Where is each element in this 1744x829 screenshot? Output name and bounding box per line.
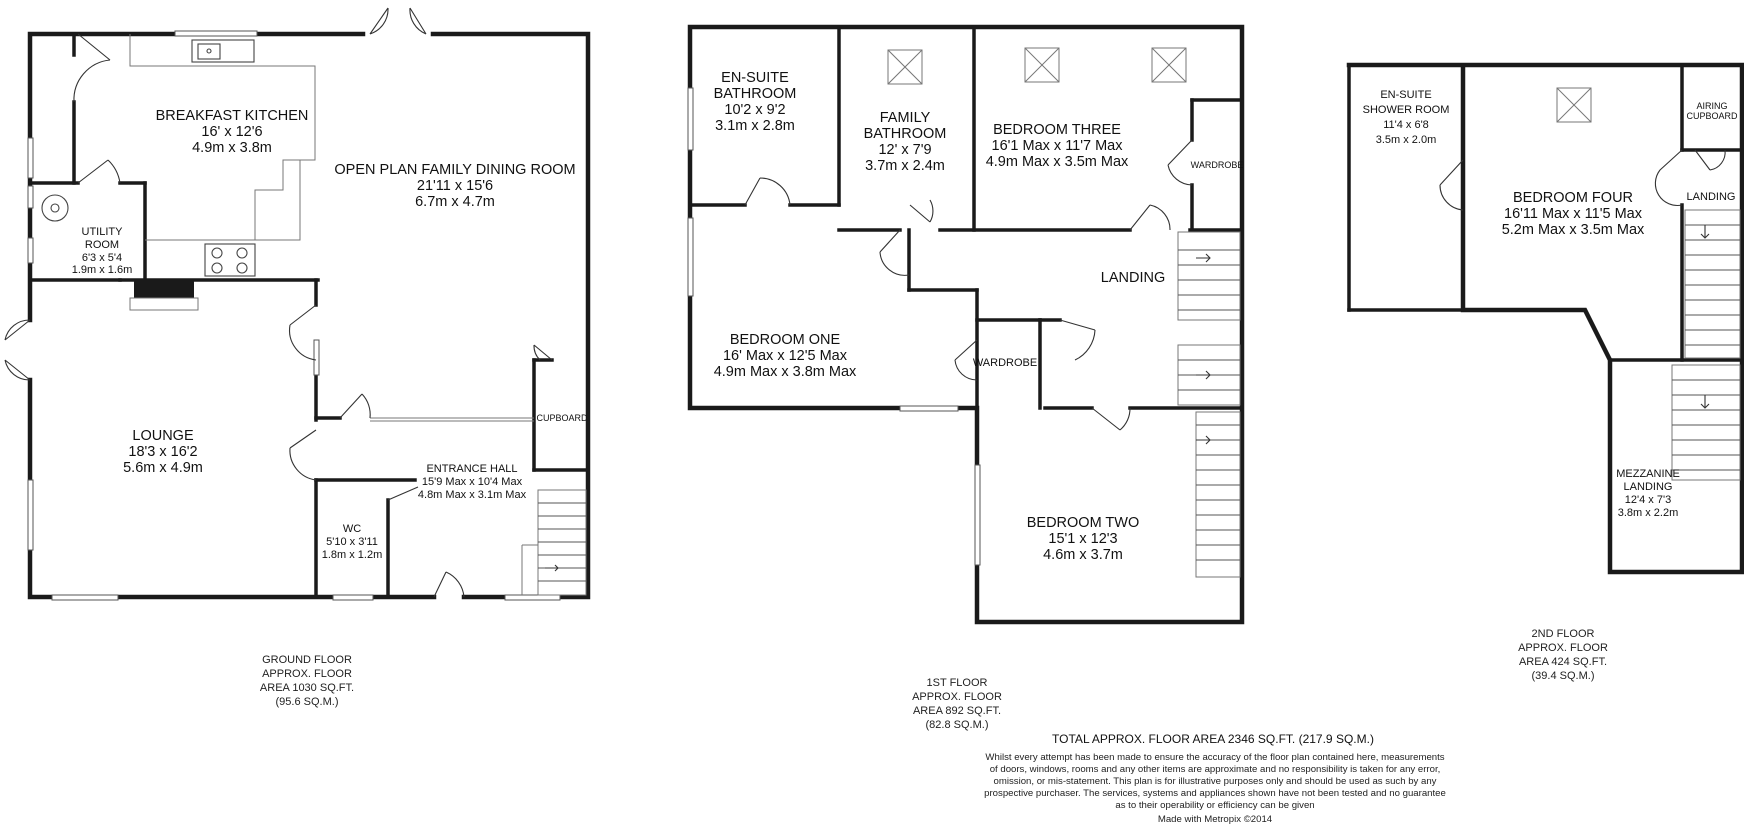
bed4-metric: 5.2m Max x 3.5m Max	[1501, 222, 1645, 238]
first-floor-caption-4: (82.8 SQ.M.)	[925, 719, 989, 731]
hall-name: ENTRANCE HALL	[426, 463, 518, 475]
family-bath-name-2: BATHROOM	[863, 126, 947, 142]
family-bath-imperial: 12' x 7'9	[878, 142, 932, 158]
bed3-name: BEDROOM THREE	[993, 122, 1121, 138]
lounge-name: LOUNGE	[132, 428, 194, 444]
kitchen-imperial: 16' x 12'6	[201, 124, 263, 140]
bed2-metric: 4.6m x 3.7m	[1043, 547, 1123, 563]
airing-name-2: CUPBOARD	[1686, 111, 1738, 121]
airing-name-1: AIRING	[1696, 101, 1728, 111]
bed3-imperial: 16'1 Max x 11'7 Max	[991, 138, 1123, 154]
ensuite1-name-2: BATHROOM	[713, 86, 797, 102]
wardrobe-a-name: WARDROBE	[1190, 160, 1244, 170]
utility-name-1: UTILITY	[81, 226, 123, 238]
lounge-metric: 5.6m x 4.9m	[123, 460, 203, 476]
ensuite2-metric: 3.5m x 2.0m	[1375, 134, 1437, 146]
family-bath-name-1: FAMILY	[879, 110, 931, 126]
bed4-imperial: 16'11 Max x 11'5 Max	[1504, 206, 1642, 222]
bed1-imperial: 16' Max x 12'5 Max	[722, 348, 848, 364]
ground-floor-caption-2: APPROX. FLOOR	[262, 668, 352, 680]
landing2-name: LANDING	[1686, 191, 1736, 203]
hall-metric: 4.8m Max x 3.1m Max	[417, 489, 527, 501]
disclaimer-line-3: omission, or mis-statement. This plan is for illustrative purposes only and should be used as such by any	[993, 776, 1437, 787]
dining-metric: 6.7m x 4.7m	[415, 194, 495, 210]
disclaimer-line-1: Whilst every attempt has been made to ensure the accuracy of the floor plan contained here, measurements	[985, 752, 1445, 763]
hall-imperial: 15'9 Max x 10'4 Max	[421, 476, 523, 488]
bed2-imperial: 15'1 x 12'3	[1048, 531, 1118, 547]
second-floor-caption-2: APPROX. FLOOR	[1518, 642, 1608, 654]
mezz-metric: 3.8m x 2.2m	[1617, 507, 1679, 519]
bed1-metric: 4.9m Max x 3.8m Max	[713, 364, 857, 380]
ensuite1-metric: 3.1m x 2.8m	[715, 118, 795, 134]
first-floor-caption-1: 1ST FLOOR	[926, 677, 988, 689]
ground-floor-caption-3: AREA 1030 SQ.FT.	[259, 682, 355, 694]
kitchen-name: BREAKFAST KITCHEN	[155, 108, 309, 124]
bed1-name: BEDROOM ONE	[729, 332, 841, 348]
wc-imperial: 5'10 x 3'11	[326, 536, 378, 548]
disclaimer-line-4: prospective purchaser. The services, systems and appliances shown have not been tested and no guarantee	[984, 788, 1446, 799]
utility-imperial: 6'3 x 5'4	[81, 252, 123, 264]
kitchen-metric: 4.9m x 3.8m	[192, 140, 272, 156]
bed3-metric: 4.9m Max x 3.5m Max	[985, 154, 1129, 170]
bed2-name: BEDROOM TWO	[1026, 515, 1140, 531]
dining-imperial: 21'11 x 15'6	[416, 178, 494, 194]
landing1-name: LANDING	[1100, 270, 1166, 286]
first-floor-caption-3: AREA 892 SQ.FT.	[912, 705, 1002, 717]
ensuite2-name-1: EN-SUITE	[1380, 89, 1432, 101]
ground-floor-caption-4: (95.6 SQ.M.)	[275, 696, 339, 708]
ensuite1-name-1: EN-SUITE	[721, 70, 789, 86]
disclaimer-line-2: of doors, windows, rooms and any other items are approximate and no responsibility is taken for any error,	[989, 764, 1441, 775]
dining-name: OPEN PLAN FAMILY DINING ROOM	[334, 162, 576, 178]
bed4-name: BEDROOM FOUR	[1512, 190, 1634, 206]
family-bath-metric: 3.7m x 2.4m	[865, 158, 945, 174]
wc-metric: 1.8m x 1.2m	[321, 549, 383, 561]
metropix-credit: Made with Metropix ©2014	[1157, 814, 1273, 825]
utility-name-2: ROOM	[84, 239, 120, 251]
mezz-imperial: 12'4 x 7'3	[1624, 494, 1672, 506]
ensuite1-imperial: 10'2 x 9'2	[724, 102, 786, 118]
disclaimer-line-5: as to their operability or efficiency can be given	[1115, 800, 1315, 811]
wc-name: WC	[342, 523, 362, 535]
utility-metric: 1.9m x 1.6m	[71, 264, 133, 276]
second-floor-caption-1: 2ND FLOOR	[1531, 628, 1595, 640]
mezz-name-2: LANDING	[1623, 481, 1673, 493]
cupboard-name: CUPBOARD	[536, 413, 588, 423]
ensuite2-name-2: SHOWER ROOM	[1362, 104, 1450, 116]
mezz-name-1: MEZZANINE	[1616, 468, 1680, 480]
ground-floor-caption-1: GROUND FLOOR	[262, 654, 352, 666]
total-floor-area: TOTAL APPROX. FLOOR AREA 2346 SQ.FT. (217.9 SQ.M.)	[1052, 732, 1374, 746]
second-floor-caption-3: AREA 424 SQ.FT.	[1518, 656, 1608, 668]
first-floor-caption-2: APPROX. FLOOR	[912, 691, 1002, 703]
second-floor-caption-4: (39.4 SQ.M.)	[1531, 670, 1595, 682]
lounge-imperial: 18'3 x 16'2	[128, 444, 198, 460]
ensuite2-imperial: 11'4 x 6'8	[1383, 119, 1429, 131]
wardrobe-b-name: WARDROBE	[972, 357, 1038, 369]
